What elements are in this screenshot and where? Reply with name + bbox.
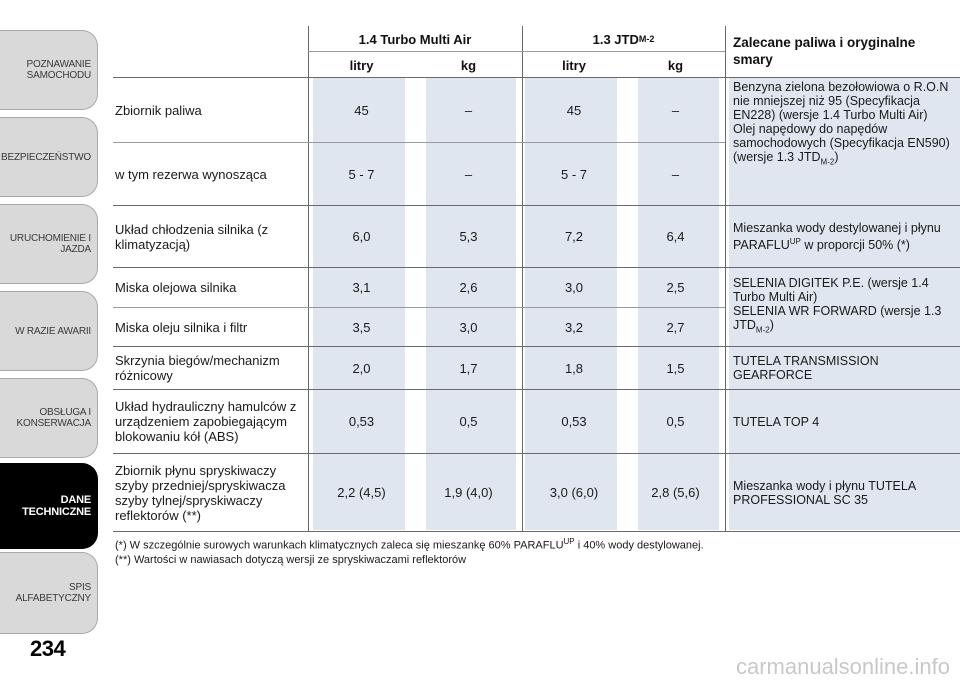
tab-bezpieczenstwo[interactable]: BEZPIECZEŃSTWO: [0, 117, 98, 197]
tab-dane-techniczne[interactable]: DANE TECHNICZNE: [0, 463, 98, 549]
rec-engine-oil: [733, 268, 955, 346]
cell-value: 3,0: [564, 280, 584, 295]
cell-value: 3,5: [352, 319, 371, 335]
cell-value: 3,0 (6,0): [549, 485, 599, 500]
cell-value: 2,0: [352, 360, 371, 376]
row-label: Zbiornik paliwa: [115, 102, 202, 118]
row-label: w tym rezerwa wynosząca: [115, 166, 267, 182]
rec-fuel-diesel: Olej napędowy do napędów samochodowych (Specyfikacja EN590) (wersje 1.3 $JTD_{M-2}$): [733, 122, 950, 167]
header-engine-1: 1.4 Turbo Multi Air: [358, 31, 472, 47]
cell-value: 2,8 (5,6): [651, 485, 700, 500]
rec-oil-diesel: SELENIA WR FORWARD (wersje 1.3 $JTD_{M-2}$): [733, 304, 942, 335]
cell-value: 0,53: [348, 414, 375, 429]
unit-litry-2: litry: [562, 57, 586, 73]
rec-fuel-petrol: Benzyna zielona bezołowiowa o R.O.N nie mniejszej niż 95 (Specyfikacja EN228) (wersje 1.4 Turbo Multi Air): [733, 80, 949, 122]
cell-value: 1,5: [666, 360, 685, 376]
cell-value: 5,3: [459, 229, 478, 244]
cell-value: –: [671, 102, 680, 118]
cell-value: 0,5: [459, 414, 478, 429]
row-label: Układ chłodzenia silnika (z klimatyzacją): [115, 221, 269, 252]
header-divider: [308, 51, 725, 52]
unit-kg-1: kg: [460, 57, 477, 73]
row-label: Układ hydrauliczny hamulców z urządzeniem zapobiegającym blokowaniu kół (ABS): [115, 399, 297, 444]
cell-value: 0,53: [561, 414, 587, 429]
rec-fuel: [733, 80, 955, 204]
tab-uruchomienie-i-jazda[interactable]: URUCHOMIENIE I JAZDA: [0, 204, 98, 284]
footnote-2: (**) Wartości w nawiasach dotyczą wersji ze spryskiwaczami reflektorów: [115, 554, 467, 566]
rec-coolant: Mieszanka wody destylowanej i płynu $PARAFLU^{UP}$ w proporcji 50% (*): [733, 220, 941, 253]
row-label: Zbiornik płynu spryskiwaczy szyby przedniej/spryskiwacza szyby tylnej/spryskiwaczy reflektorów (**): [115, 462, 286, 523]
rec-brake: TUTELA TOP 4: [733, 414, 820, 429]
cell-value: 2,2 (4,5): [337, 485, 386, 500]
watermark: carmanualsonline.info: [735, 654, 950, 679]
header-engine-2: 1.3 JTD M-2: [592, 31, 655, 47]
row-label: Miska oleju silnika i filtr: [115, 319, 248, 335]
rec-washer: Mieszanka wody i płynu TUTELA PROFESSIONAL SC 35: [733, 478, 916, 507]
page-number: 234: [30, 636, 66, 661]
cell-value: 6,0: [352, 229, 371, 244]
cell-value: 45: [354, 102, 369, 118]
cell-value: 2,5: [666, 280, 685, 295]
tab-spis-alfabetyczny[interactable]: SPIS ALFABETYCZNY: [0, 552, 98, 634]
capacities-table: [113, 26, 960, 532]
row-label: Miska olejowa silnika: [115, 280, 237, 295]
cell-value: 5 - 7: [560, 166, 587, 182]
cell-value: 3,2: [564, 319, 584, 335]
vline-3: [725, 26, 726, 532]
cell-value: –: [464, 102, 473, 118]
cell-value: 3,0: [459, 319, 478, 335]
row-label: Skrzynia biegów/mechanizm różnicowy: [115, 353, 280, 383]
tab-poznawanie-samochodu[interactable]: POZNAWANIE SAMOCHODU: [0, 30, 98, 110]
cell-value: 1,8: [564, 360, 584, 376]
cell-value: 3,1: [352, 280, 371, 295]
cell-value: –: [671, 166, 680, 182]
cell-value: 5 - 7: [348, 166, 375, 182]
row-line-8: [113, 531, 960, 532]
cell-value: 45: [566, 102, 582, 118]
cell-value: 1,7: [459, 360, 478, 376]
cell-value: 1,9 (4,0): [444, 485, 493, 500]
chapter-tabs: [0, 0, 100, 640]
cell-value: 6,4: [666, 229, 685, 244]
cell-value: 0,5: [666, 414, 685, 429]
footnote-1: (*) W szczególnie surowych warunkach klimatycznych zaleca się mieszankę 60% $PARAFLU^{UP}$ i 40% wody destylowanej.: [115, 537, 704, 552]
rec-gearbox: TUTELA TRANSMISSION GEARFORCE: [733, 354, 879, 382]
tab-obsluga-i-konserwacja[interactable]: OBSŁUGA I KONSERWACJA: [0, 378, 98, 458]
tab-w-razie-awarii[interactable]: W RAZIE AWARII: [0, 291, 98, 371]
unit-kg-2: kg: [667, 57, 684, 73]
rec-oil-petrol: SELENIA DIGITEK P.E. (wersje 1.4 Turbo Multi Air): [733, 276, 929, 305]
header-recommended: Zalecane paliwa i oryginalne smary: [733, 35, 916, 67]
cell-value: 2,7: [666, 319, 685, 335]
unit-litry-1: litry: [349, 57, 374, 73]
cell-value: 7,2: [564, 229, 584, 244]
cell-value: –: [464, 166, 473, 182]
cell-value: 2,6: [459, 280, 478, 295]
